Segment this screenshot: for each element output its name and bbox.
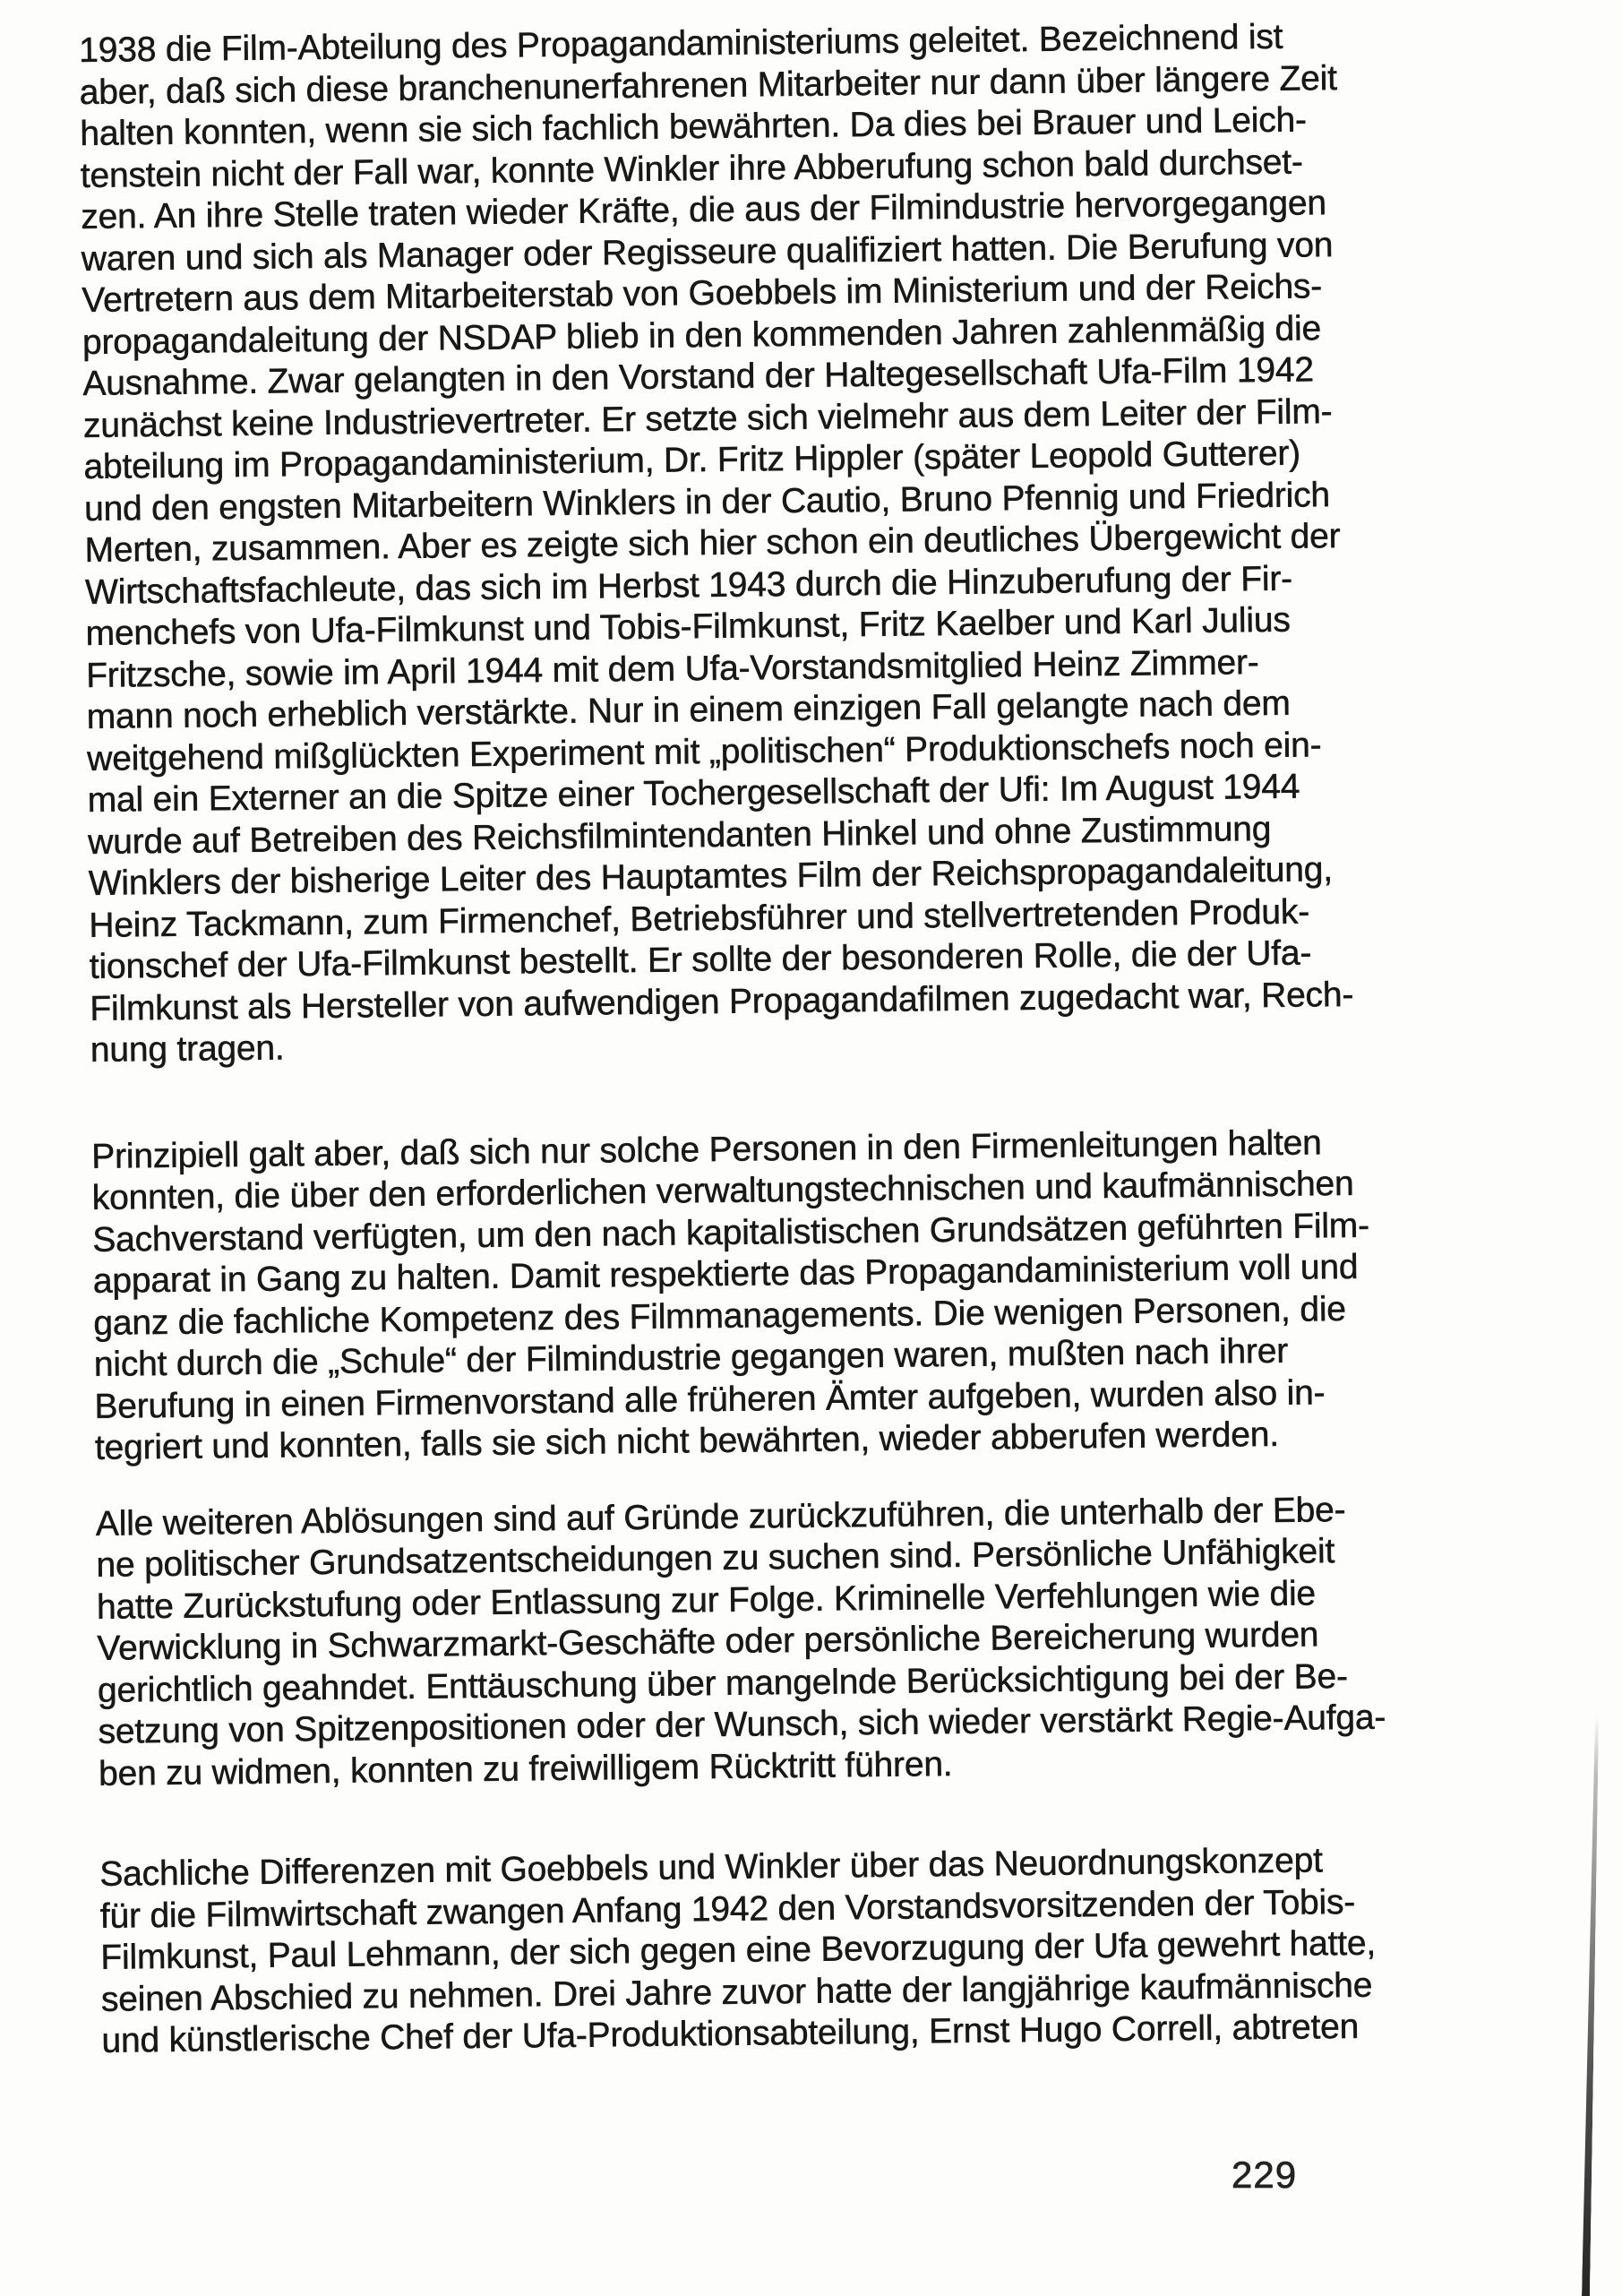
text-line: seinen Abschied zu nehmen. Drei Jahre zuvor hatte der langjährige kaufmännische: [100, 1965, 1373, 2019]
text-line: 1938 die Film-Abteilung des Propagandaministeriums geleitet. Bezeichnend ist: [79, 17, 1283, 70]
text-line: mal ein Externer an die Spitze einer Tochergesellschaft der Ufi: Im August 1944: [87, 767, 1300, 820]
text-line: Merten, zusammen. Aber es zeigte sich hier schon ein deutliches Übergewicht der: [84, 517, 1341, 570]
text-line: und künstlerische Chef der Ufa-Produktionsabteilung, Ernst Hugo Correll, abtreten: [101, 2007, 1360, 2060]
text-line: menchefs von Ufa-Filmkunst und Tobis-Filmkunst, Fritz Kaelber und Karl Julius: [85, 600, 1291, 653]
text-line: Sachverstand verfügten, um den nach kapitalistischen Grundsätzen geführten Film-: [92, 1206, 1370, 1260]
text-line: Ausnahme. Zwar gelangten in den Vorstand der Haltegesellschaft Ufa-Film 1942: [82, 350, 1315, 403]
text-line: abteilung im Propagandaministerium, Dr. Fritz Hippler (später Leopold Gutterer): [83, 434, 1301, 486]
text-line: zen. An ihre Stelle traten wieder Kräfte, die aus der Filmindustrie hervorgegangen: [81, 184, 1327, 236]
scan-artifact-line: [1582, 1716, 1599, 2296]
text-line: gerichtlich geahndet. Enttäuschung über mangelnde Berücksichtigung bei der Be-: [97, 1656, 1348, 1710]
text-line: Prinzipiell galt aber, daß sich nur solche Personen in den Firmenleitungen halten: [91, 1122, 1322, 1176]
text-line: propagandaleitung der NSDAP blieb in den kommenden Jahren zahlenmäßig die: [82, 308, 1322, 362]
text-line: Heinz Tackmann, zum Firmenchef, Betriebsführer und stellvertretenden Produk-: [89, 891, 1310, 945]
text-line: hatte Zurückstufung oder Entlassung zur Folge. Kriminelle Verfehlungen wie die: [96, 1573, 1317, 1627]
text-line: aber, daß sich diese branchenunerfahrenen Mitarbeiter nur dann über längere Zeit: [79, 58, 1337, 112]
text-line: nung tragen.: [90, 1028, 285, 1070]
text-line: Vertretern aus dem Mitarbeiterstab von Goebbels im Ministerium und der Reichs-: [82, 267, 1323, 320]
text-line: konnten, die über den erforderlichen verwaltungstechnischen und kaufmännischen: [91, 1164, 1354, 1217]
text-line: weitgehend mißglückten Experiment mit „politischen“ Produktionschefs noch ein-: [86, 725, 1322, 778]
text-line: setzung von Spitzenpositionen oder der Wunsch, sich wieder verstärkt Regie-Aufga-: [98, 1698, 1386, 1751]
text-line: tionschef der Ufa-Filmkunst bestellt. Er sollte der besonderen Rolle, die der Ufa-: [89, 933, 1312, 986]
text-line: Filmkunst, Paul Lehmann, der sich gegen eine Bevorzugung der Ufa gewehrt hatte,: [100, 1923, 1377, 1977]
text-line: wurde auf Betreiben des Reichsfilmintendanten Hinkel und ohne Zustimmung: [88, 809, 1272, 862]
text-line: Wirtschaftsfachleute, das sich im Herbst 1943 durch die Hinzuberufung der Fir-: [84, 559, 1293, 612]
text-line: tegriert und konnten, falls sie sich nicht bewährten, wieder abberufen werden.: [94, 1415, 1280, 1467]
text-line: tenstein nicht der Fall war, konnte Winkler ihre Abberufung schon bald durchset-: [80, 142, 1303, 195]
text-line: apparat in Gang zu halten. Damit respektierte das Propagandaministerium voll und: [92, 1247, 1359, 1301]
text-line: Berufung in einen Firmenvorstand alle früheren Ämter aufgeben, wurden also in-: [94, 1372, 1326, 1426]
page-number: 229: [1232, 2154, 1298, 2196]
text-line: waren und sich als Manager oder Regisseure qualifiziert hatten. Die Berufung von: [81, 225, 1334, 279]
paragraph-4: [99, 1838, 1535, 2063]
text-line: Winklers der bisherige Leiter des Hauptamtes Film der Reichspropagandaleitung,: [88, 850, 1334, 903]
text-line: für die Filmwirtschaft zwangen Anfang 1942 den Vorstandsvorsitzenden der Tobis-: [99, 1882, 1356, 1936]
paragraph-3: [96, 1487, 1532, 1795]
paragraph-2: [91, 1120, 1528, 1469]
text-line: ganz die fachliche Kompetenz des Filmmanagements. Die wenigen Personen, die: [93, 1289, 1346, 1343]
text-line: ne politischer Grundsatzentscheidungen zu suchen sind. Persönliche Unfähigkeit: [96, 1532, 1335, 1585]
text-line: nicht durch die „Schule“ der Filmindustrie gegangen waren, mußten nach ihrer: [93, 1331, 1289, 1384]
text-line: ben zu widmen, konnten zu freiwilligem Rücktritt führen.: [98, 1744, 953, 1793]
body-text-block: [79, 14, 1535, 2063]
text-line: Verwicklung in Schwarzmarkt-Geschäfte oder persönliche Bereicherung wurden: [97, 1615, 1319, 1668]
text-line: Sachliche Differenzen mit Goebbels und Winkler über das Neuordnungskonzept: [99, 1841, 1323, 1894]
text-line: zunächst keine Industrievertreter. Er setzte sich vielmehr aus dem Leiter der Film-: [82, 391, 1333, 445]
text-line: halten konnten, wenn sie sich fachlich bewährten. Da dies bei Brauer und Leich-: [80, 100, 1308, 153]
text-line: Filmkunst als Hersteller von aufwendigen Propagandafilmen zugedacht war, Rech-: [90, 975, 1354, 1028]
text-line: Fritzsche, sowie im April 1944 mit dem Ufa-Vorstandsmitglied Heinz Zimmer-: [85, 642, 1259, 695]
text-line: und den engsten Mitarbeitern Winklers in der Cautio, Bruno Pfennig und Friedrich: [83, 475, 1331, 529]
text-line: mann noch erheblich verstärkte. Nur in einem einzigen Fall gelangte nach dem: [86, 684, 1291, 736]
paragraph-1: [79, 14, 1523, 1072]
text-line: Alle weiteren Ablösungen sind auf Gründe zurückzuführen, die unterhalb der Ebe-: [95, 1490, 1346, 1544]
